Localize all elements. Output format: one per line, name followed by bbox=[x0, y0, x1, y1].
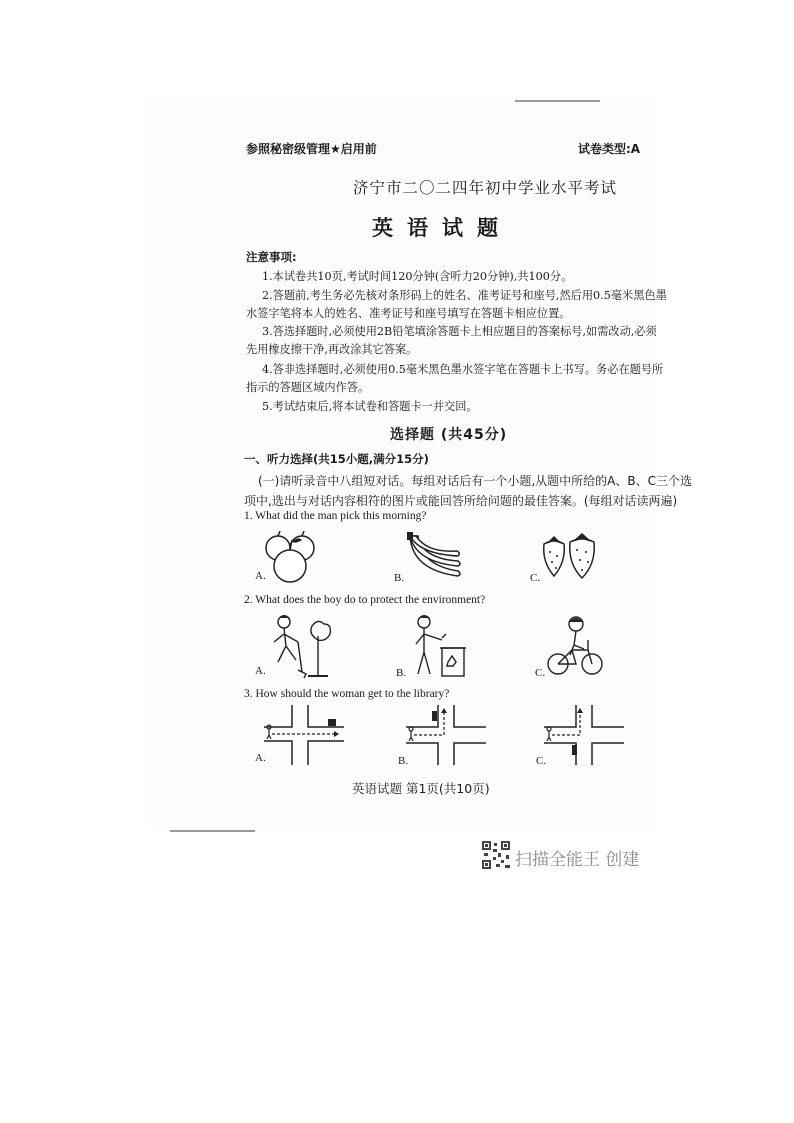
option-label: C. bbox=[530, 572, 541, 584]
page-footer: 英语试题 第1页(共10页) bbox=[352, 781, 490, 796]
subject-title: 英语试题 bbox=[372, 216, 512, 240]
paper-type-label: 试卷类型:A bbox=[578, 142, 641, 156]
section-title: 选择题 (共45分) bbox=[390, 427, 508, 443]
route-turn-left-map-icon bbox=[406, 705, 486, 765]
apples-icon bbox=[260, 528, 320, 584]
recycling-bin-icon bbox=[408, 612, 468, 680]
notes-heading: 注意事项: bbox=[246, 250, 297, 264]
option-label: B. bbox=[396, 667, 407, 679]
route-turn-right-map-icon bbox=[544, 705, 624, 765]
instruction-line: (一)请听录音中八组短对话。每组对话后有一个小题,从题中所给的A、B、C三个选 bbox=[258, 474, 693, 488]
scan-edge-bottom bbox=[170, 830, 255, 832]
route-straight-map-icon bbox=[264, 705, 344, 765]
question-3: 3. How should the woman get to the library? bbox=[244, 688, 450, 700]
scan-edge-top bbox=[515, 100, 600, 102]
exam-title: 济宁市二〇二四年初中学业水平考试 bbox=[353, 179, 618, 197]
note-line: 1.本试卷共10页,考试时间120分钟(含听力20分钟),共100分。 bbox=[262, 270, 573, 283]
note-line: 4.答非选择题时,必须使用0.5毫米黑色墨水签字笔在答题卡上书写。务必在题号所 bbox=[262, 363, 664, 376]
question-2: 2. What does the boy do to protect the environment? bbox=[244, 594, 486, 606]
note-line: 5.考试结束后,将本试卷和答题卡一并交回。 bbox=[262, 400, 478, 413]
strawberries-icon bbox=[540, 530, 598, 582]
cycling-icon bbox=[546, 614, 604, 678]
option-label: A. bbox=[255, 752, 266, 764]
planting-tree-icon bbox=[262, 610, 334, 680]
question-1: 1. What did the man pick this morning? bbox=[244, 510, 427, 522]
scanner-watermark: 扫描全能王 创建 bbox=[515, 850, 640, 870]
confidentiality-label: 参照秘密级管理★启用前 bbox=[246, 142, 377, 156]
option-label: C. bbox=[535, 667, 546, 679]
option-label: B. bbox=[394, 572, 405, 584]
option-label: C. bbox=[536, 755, 547, 767]
option-label: A. bbox=[255, 570, 266, 582]
note-line: 指示的答题区域内作答。 bbox=[246, 381, 370, 394]
bananas-icon bbox=[404, 530, 464, 582]
qr-code-icon bbox=[481, 840, 511, 870]
note-line: 2.答题前,考生务必先核对条形码上的姓名、准考证号和座号,然后用0.5毫米黑色墨 bbox=[262, 289, 667, 302]
note-line: 水签字笔将本人的姓名、准考证号和座号填写在答题卡相应位置。 bbox=[246, 307, 571, 320]
note-line: 先用橡皮擦干净,再改涂其它答案。 bbox=[246, 343, 418, 356]
part-heading: 一、听力选择(共15小题,满分15分) bbox=[244, 452, 429, 466]
option-label: A. bbox=[255, 665, 266, 677]
note-line: 3.答选择题时,必须使用2B铅笔填涂答题卡上相应题目的答案标号,如需改动,必须 bbox=[262, 325, 657, 338]
option-label: B. bbox=[398, 755, 409, 767]
instruction-line: 项中,选出与对话内容相符的图片或能回答所给问题的最佳答案。(每组对话读两遍) bbox=[244, 494, 678, 508]
